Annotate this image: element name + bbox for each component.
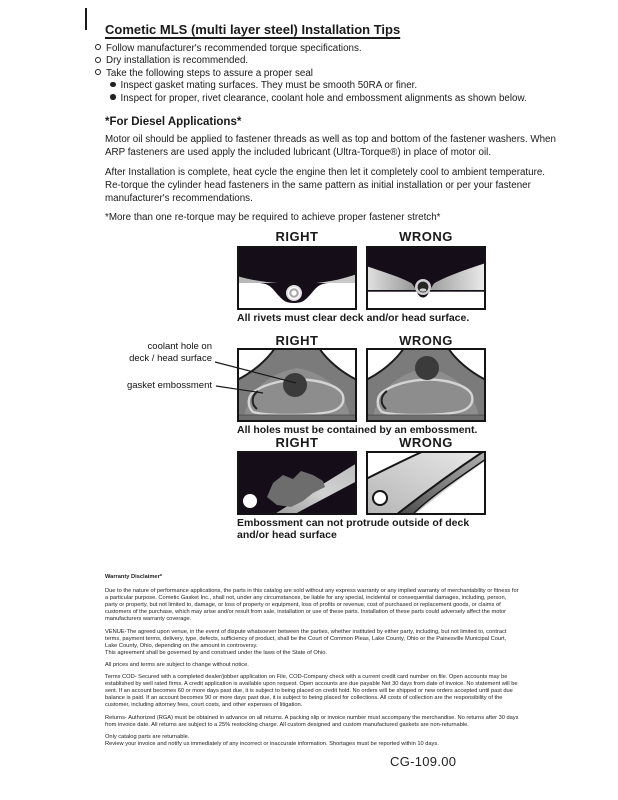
tip-text: Inspect for proper, rivet clearance, coolant hole and embossment alignments as shown below. — [120, 92, 527, 104]
tip-text: Inspect gasket mating surfaces. They must be smooth 50RA or finer. — [120, 80, 418, 92]
warranty-disclaimer — [105, 574, 520, 753]
filled-bullet-icon — [110, 94, 116, 100]
page-number: CG-109.00 — [390, 754, 457, 769]
tip-text: Dry installation is recommended. — [106, 55, 249, 67]
tip-item — [95, 68, 565, 80]
diagram-protrude-wrong — [366, 451, 486, 515]
disclaimer-paragraph: All prices and terms are subject to change without notice. — [105, 661, 249, 668]
coolant-hole-callout — [110, 341, 212, 364]
retorque-note: *More than one re-torque may be required to achieve proper fastener stretch* — [105, 212, 441, 223]
tip-item — [95, 55, 565, 67]
rivet-caption: All rivets must clear deck and/or head surface. — [237, 312, 470, 324]
open-bullet-icon — [95, 69, 101, 75]
diagram-rivet-wrong — [366, 246, 486, 310]
disclaimer-heading: Warranty Disclaimer* — [105, 574, 163, 580]
right-label-protrude: RIGHT — [275, 435, 319, 450]
page-title: Cometic MLS (multi layer steel) Installation Tips — [105, 22, 401, 37]
disclaimer-paragraph: Only catalog parts are returnable. — [105, 733, 190, 740]
gasket-embossment-callout: gasket embossment — [126, 380, 212, 391]
open-bullet-icon — [95, 57, 101, 63]
diesel-applications-heading: *For Diesel Applications* — [105, 116, 242, 128]
diesel-paragraph-2: After Installation is complete, heat cycle the engine then let it completely cool to ambient temperature. Re-torque the cylinder head fasteners in the same pattern as initial installation or per your fastener manufacturer's recommendations. — [105, 167, 546, 204]
filled-bullet-icon — [110, 82, 116, 88]
tip-text: Follow manufacturer's recommended torque specifications. — [106, 43, 362, 54]
protrude-caption-line2: and/or head surface — [237, 529, 337, 541]
wrong-label-embossment: WRONG — [399, 333, 453, 348]
diagram-embossment-right — [237, 348, 357, 422]
coolant-hole-callout-line1: coolant hole on — [147, 341, 212, 352]
tip-sub-item — [110, 93, 565, 105]
tip-sub-item — [110, 80, 565, 92]
wrong-label-protrude: WRONG — [399, 435, 453, 450]
disclaimer-paragraph: Terms COD- Secured with a completed dealer/jobber application on File, COD-Company check with a current credit card number on file. Open accounts may be established by well rated firms. A credit application is available upon request. Open accounts are due payable Net 30 days from date of invoice. No statement will be sent. If an account becomes 60 or more days past due, it is subject to being placed on credit hold. No orders will be shipped or new orders accepted until past due balance is paid. If an account becomes 90 or more days past due, it is subject to being placed for collections. All costs of collection are the responsibility of the customer, including attorney fees, court costs, and other expenses of litigation. — [105, 674, 518, 709]
right-label-embossment: RIGHT — [275, 333, 319, 348]
open-bullet-icon — [95, 44, 101, 50]
diagram-protrude-right — [237, 451, 357, 515]
embossment-caption: All holes must be contained by an embossment. — [237, 424, 478, 436]
disclaimer-paragraph: Returns- Authorized (RGA) must be obtained in advance on all returns. A packing slip or invoice number must accompany the merchandise. No returns after 30 days from invoice date. All returns are subject to a 25% restocking charge. All custom designed and custom manufactured gaskets are non-returnable. — [105, 714, 519, 728]
installation-tips-list — [95, 43, 565, 105]
tip-item — [95, 43, 565, 55]
diagram-rivet-right — [237, 246, 357, 310]
disclaimer-paragraph: This agreement shall be governed by and construed under the laws of the State of Ohio. — [105, 649, 327, 656]
crop-mark — [85, 8, 87, 30]
disclaimer-paragraph: Due to the nature of performance applications, the parts in this catalog are sold without any express warranty or any implied warranty of merchantability or fitness for a particular purpose. Cometic Gasket Inc., shall not, under any circumstances, be liable for any special, incidental or consequential damages, including, person, party or property, but not limited to, damage, or loss of property or equipment, loss of profits or revenue, cost of purchased or replacement goods, or claims of customers of the purchase, which may arise and/or result from sale, installation or use of these parts. Installation of these parts could adversely affect the motor manufacturers warranty coverage. — [105, 588, 519, 623]
wrong-label-rivet: WRONG — [399, 229, 453, 244]
coolant-hole-callout-line2: deck / head surface — [129, 352, 212, 364]
disclaimer-paragraph: VENUE-The agreed upon venue, in the event of dispute whatsoever between the parties, whether instituted by either party, including, but not limited to, contract terms, payment terms, delivery, type, defects, sufficiency of product, shall be the Court of Common Pleas, Lake County, Ohio or the Painesville Municipal Court, Lake County, Ohio, depending on the amount in controversy. — [105, 628, 507, 649]
diagram-embossment-wrong — [366, 348, 486, 422]
diesel-paragraph-1: Motor oil should be applied to fastener threads as well as top and bottom of the fastener washers. When ARP fasteners are used apply the included lubricant (Ultra-Torque®) in place of motor oil. — [105, 134, 556, 158]
tip-text: Take the following steps to assure a proper seal — [106, 67, 313, 79]
disclaimer-paragraph: Review your invoice and notify us immediately of any incorrect or inaccurate information. Shortages must be reported within 10 days. — [105, 740, 439, 747]
protrude-caption-line1: Embossment can not protrude outside of deck — [237, 517, 470, 529]
protrude-caption — [237, 517, 497, 541]
right-label-rivet: RIGHT — [275, 229, 319, 244]
